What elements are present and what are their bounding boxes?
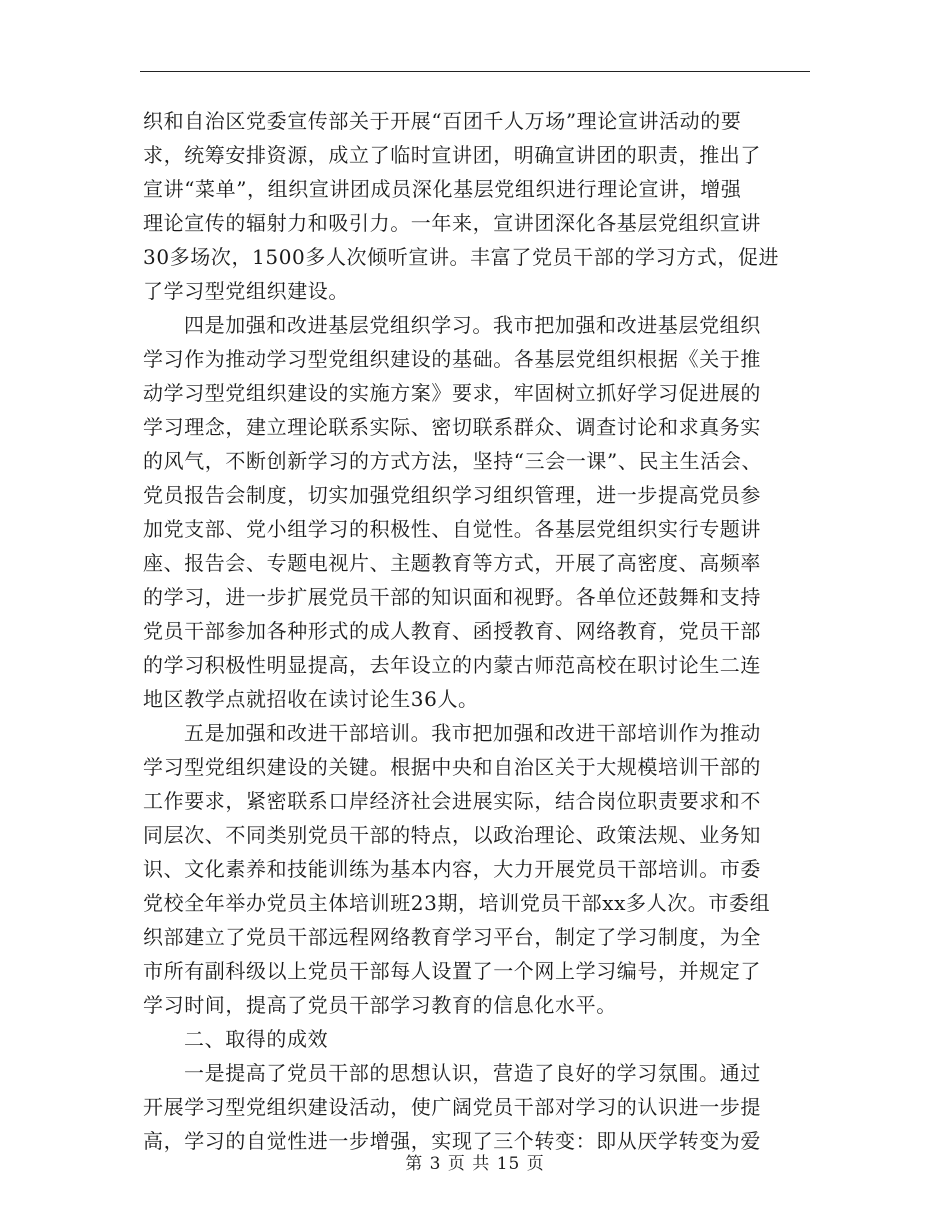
text-line: 高，学习的自觉性进一步增强，实现了三个转变：即从厌学转变为爱 [143, 1129, 761, 1153]
text-line: 工作要求，紧密联系口岸经济社会进展实际，结合岗位职责要求和不 [143, 789, 761, 813]
text-line: 织部建立了党员干部远程网络教育学习平台，制定了学习制度，为全 [143, 925, 761, 949]
text-line: 学习型党组织建设的关键。根据中央和自治区关于大规模培训干部的 [143, 755, 761, 779]
text-line: 理论宣传的辐射力和吸引力。一年来，宣讲团深化各基层党组织宣讲 [143, 211, 761, 235]
text-line: 党校全年举办党员主体培训班23期，培训党员干部xx多人次。市委组 [143, 891, 771, 915]
text-line: 座、报告会、专题电视片、主题教育等方式，开展了高密度、高频率 [143, 551, 761, 575]
text-line: 的学习积极性明显提高，去年设立的内蒙古师范高校在职讨论生二连 [143, 653, 761, 677]
text-line: 加党支部、党小组学习的积极性、自觉性。各基层党组织实行专题讲 [143, 517, 761, 541]
page-number-footer: 第 3 页 共 15 页 [405, 1154, 545, 1174]
text-line: 宣讲“菜单”，组织宣讲团成员深化基层党组织进行理论宣讲，增强 [143, 177, 742, 201]
text-line: 的风气，不断创新学习的方式方法，坚持“三会一课”、民主生活会、 [143, 449, 763, 473]
paragraph-start-line: 一是提高了党员干部的思想认识，营造了良好的学习氛围。通过 [184, 1061, 761, 1085]
text-line: 开展学习型党组织建设活动，使广阔党员干部对学习的认识进一步提 [143, 1095, 761, 1119]
text-line: 学习理念，建立理论联系实际、密切联系群众、调查讨论和求真务实 [143, 415, 761, 439]
text-line: 织和自治区党委宣传部关于开展“百团千人万场”理论宣讲活动的要 [143, 109, 742, 133]
text-line: 学习作为推动学习型党组织建设的基础。各基层党组织根据《关于推 [143, 347, 761, 371]
text-line: 了学习型党组织建设。 [143, 279, 349, 303]
text-line: 同层次、不同类别党员干部的特点，以政治理论、政策法规、业务知 [143, 823, 761, 847]
body-text [143, 104, 815, 1158]
header-rule [140, 71, 810, 72]
text-line: 求，统筹安排资源，成立了临时宣讲团，明确宣讲团的职责，推出了 [143, 143, 761, 167]
text-line: 30多场次，1500多人次倾听宣讲。丰富了党员干部的学习方式，促进 [143, 245, 780, 269]
text-line: 的学习，进一步扩展党员干部的知识面和视野。各单位还鼓舞和支持 [143, 585, 761, 609]
text-line: 识、文化素养和技能训练为基本内容，大力开展党员干部培训。市委 [143, 857, 761, 881]
text-line: 市所有副科级以上党员干部每人设置了一个网上学习编号，并规定了 [143, 959, 761, 983]
paragraph-start-line: 五是加强和改进干部培训。我市把加强和改进干部培训作为推动 [184, 721, 761, 745]
text-line: 党员干部参加各种形式的成人教育、函授教育、网络教育，党员干部 [143, 619, 761, 643]
paragraph-start-line: 四是加强和改进基层党组织学习。我市把加强和改进基层党组织 [184, 313, 761, 337]
section-heading: 二、取得的成效 [184, 1027, 329, 1051]
text-line: 地区教学点就招收在读讨论生36人。 [143, 687, 479, 711]
text-line: 学习时间，提高了党员干部学习教育的信息化水平。 [143, 993, 617, 1017]
text-line: 党员报告会制度，切实加强党组织学习组织管理，进一步提高党员参 [143, 483, 761, 507]
text-line: 动学习型党组织建设的实施方案》要求，牢固树立抓好学习促进展的 [143, 381, 761, 405]
